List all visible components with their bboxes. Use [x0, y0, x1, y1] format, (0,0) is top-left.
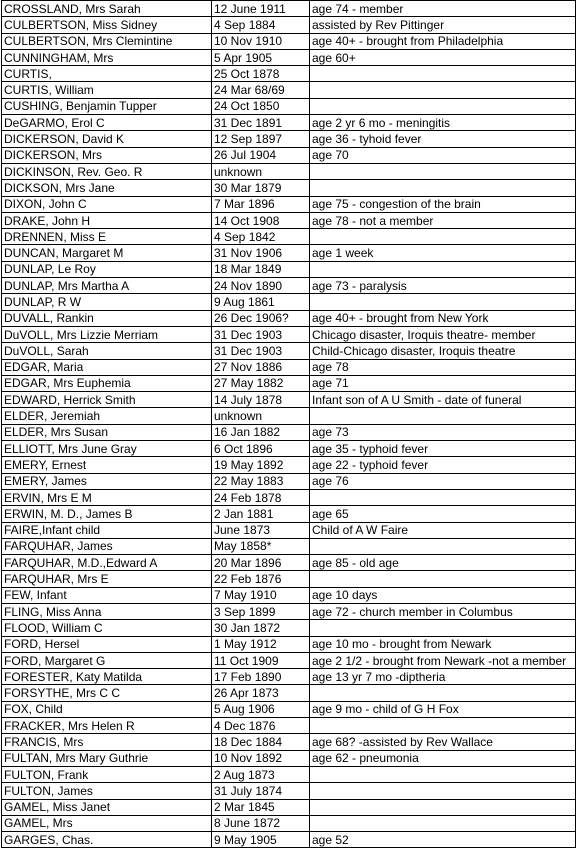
notes-cell: Chicago disaster, Iroquis theatre- member [310, 326, 576, 342]
name-cell: FOX, Child [2, 701, 212, 717]
notes-cell: age 2 1/2 - brought from Newark -not a member [310, 652, 576, 668]
date-cell: 14 July 1878 [212, 392, 310, 408]
notes-cell: age 35 - typhoid fever [310, 441, 576, 457]
notes-cell [310, 815, 576, 831]
date-cell: 12 June 1911 [212, 1, 310, 17]
table-row [2, 750, 576, 766]
notes-cell: age 71 [310, 375, 576, 391]
table-row [2, 66, 576, 82]
name-cell: EDGAR, Maria [2, 359, 212, 375]
table-row [2, 326, 576, 342]
table-row [2, 832, 576, 848]
date-cell: 24 Mar 68/69 [212, 82, 310, 98]
name-cell: EDWARD, Herrick Smith [2, 392, 212, 408]
date-cell: May 1858* [212, 538, 310, 554]
name-cell: FORD, Hersel [2, 636, 212, 652]
notes-cell: age 1 week [310, 245, 576, 261]
table-row [2, 783, 576, 799]
table-row [2, 82, 576, 98]
table-row [2, 441, 576, 457]
notes-cell: age 65 [310, 506, 576, 522]
notes-cell [310, 685, 576, 701]
date-cell: 2 Mar 1845 [212, 799, 310, 815]
table-row [2, 734, 576, 750]
notes-cell: Child-Chicago disaster, Iroquis theatre [310, 343, 576, 359]
name-cell: CUSHING, Benjamin Tupper [2, 98, 212, 114]
notes-cell: age 75 - congestion of the brain [310, 196, 576, 212]
notes-cell: Child of A W Faire [310, 522, 576, 538]
notes-cell: age 10 mo - brought from Newark [310, 636, 576, 652]
notes-cell: age 70 [310, 147, 576, 163]
name-cell: FEW, Infant [2, 587, 212, 603]
table-row [2, 815, 576, 831]
table-row [2, 131, 576, 147]
name-cell: FRANCIS, Mrs [2, 734, 212, 750]
date-cell: 26 Dec 1906? [212, 310, 310, 326]
name-cell: FARQUHAR, Mrs E [2, 571, 212, 587]
date-cell: 24 Oct 1850 [212, 98, 310, 114]
date-cell: 31 Dec 1903 [212, 326, 310, 342]
date-cell: 31 Dec 1891 [212, 115, 310, 131]
name-cell: CURTIS, William [2, 82, 212, 98]
table-row [2, 799, 576, 815]
name-cell: FRACKER, Mrs Helen R [2, 718, 212, 734]
table-row [2, 587, 576, 603]
name-cell: DuVOLL, Mrs Lizzie Merriam [2, 326, 212, 342]
notes-cell [310, 180, 576, 196]
date-cell: 2 Jan 1881 [212, 506, 310, 522]
date-cell: 31 July 1874 [212, 783, 310, 799]
name-cell: DUVALL, Rankin [2, 310, 212, 326]
notes-cell: age 40+ - brought from New York [310, 310, 576, 326]
name-cell: FORD, Margaret G [2, 652, 212, 668]
notes-cell [310, 229, 576, 245]
name-cell: GARGES, Chas. [2, 832, 212, 848]
name-cell: EMERY, James [2, 473, 212, 489]
date-cell: 24 Feb 1878 [212, 489, 310, 505]
table-row [2, 33, 576, 49]
table-row [2, 278, 576, 294]
date-cell: 24 Nov 1890 [212, 278, 310, 294]
table-row [2, 375, 576, 391]
name-cell: DICKERSON, Mrs [2, 147, 212, 163]
table-row [2, 115, 576, 131]
notes-cell: age 22 - typhoid fever [310, 457, 576, 473]
table-row [2, 359, 576, 375]
notes-cell [310, 82, 576, 98]
date-cell: 5 Apr 1905 [212, 49, 310, 65]
table-row [2, 701, 576, 717]
name-cell: FULTAN, Mrs Mary Guthrie [2, 750, 212, 766]
date-cell: 20 Mar 1896 [212, 555, 310, 571]
date-cell: 6 Oct 1896 [212, 441, 310, 457]
notes-cell [310, 489, 576, 505]
notes-cell [310, 408, 576, 424]
name-cell: CUNNINGHAM, Mrs [2, 49, 212, 65]
date-cell: 27 May 1882 [212, 375, 310, 391]
name-cell: EDGAR, Mrs Euphemia [2, 375, 212, 391]
table-row [2, 294, 576, 310]
name-cell: ELLIOTT, Mrs June Gray [2, 441, 212, 457]
table-row [2, 571, 576, 587]
name-cell: FORSYTHE, Mrs C C [2, 685, 212, 701]
name-cell: DIXON, John C [2, 196, 212, 212]
name-cell: FARQUHAR, M.D.,Edward A [2, 555, 212, 571]
notes-cell: age 40+ - brought from Philadelphia [310, 33, 576, 49]
table-row [2, 522, 576, 538]
name-cell: ERVIN, Mrs E M [2, 489, 212, 505]
table-row [2, 603, 576, 619]
date-cell: 19 May 1892 [212, 457, 310, 473]
notes-cell: age 76 [310, 473, 576, 489]
name-cell: DuVOLL, Sarah [2, 343, 212, 359]
table-row [2, 506, 576, 522]
table-row [2, 1, 576, 17]
name-cell: CULBERTSON, Miss Sidney [2, 17, 212, 33]
date-cell: 31 Dec 1903 [212, 343, 310, 359]
notes-cell: assisted by Rev Pittinger [310, 17, 576, 33]
name-cell: DICKINSON, Rev. Geo. R [2, 163, 212, 179]
date-cell: June 1873 [212, 522, 310, 538]
name-cell: DRENNEN, Miss E [2, 229, 212, 245]
notes-cell: age 78 - not a member [310, 212, 576, 228]
table-row [2, 538, 576, 554]
table-row [2, 555, 576, 571]
notes-cell: age 10 days [310, 587, 576, 603]
notes-cell [310, 261, 576, 277]
date-cell: 17 Feb 1890 [212, 669, 310, 685]
date-cell: 18 Mar 1849 [212, 261, 310, 277]
table-row [2, 620, 576, 636]
name-cell: FULTON, James [2, 783, 212, 799]
notes-cell: age 85 - old age [310, 555, 576, 571]
date-cell: 22 May 1883 [212, 473, 310, 489]
name-cell: CURTIS, [2, 66, 212, 82]
notes-cell: age 78 [310, 359, 576, 375]
name-cell: GAMEL, Mrs [2, 815, 212, 831]
table-row [2, 489, 576, 505]
table-row [2, 473, 576, 489]
date-cell: 9 Aug 1861 [212, 294, 310, 310]
date-cell: unknown [212, 163, 310, 179]
notes-cell [310, 766, 576, 782]
table-row [2, 424, 576, 440]
name-cell: DeGARMO, Erol C [2, 115, 212, 131]
notes-cell [310, 538, 576, 554]
notes-cell: age 60+ [310, 49, 576, 65]
date-cell: 16 Jan 1882 [212, 424, 310, 440]
table-row [2, 17, 576, 33]
name-cell: ERWIN, M. D., James B [2, 506, 212, 522]
table-row [2, 652, 576, 668]
notes-cell: age 36 - tyhoid fever [310, 131, 576, 147]
date-cell: 4 Sep 1884 [212, 17, 310, 33]
table-row [2, 196, 576, 212]
name-cell: DUNLAP, R W [2, 294, 212, 310]
table-row [2, 392, 576, 408]
notes-cell: age 2 yr 6 mo - meningitis [310, 115, 576, 131]
date-cell: 2 Aug 1873 [212, 766, 310, 782]
name-cell: DUNLAP, Mrs Martha A [2, 278, 212, 294]
date-cell: 4 Dec 1876 [212, 718, 310, 734]
date-cell: 31 Nov 1906 [212, 245, 310, 261]
date-cell: 12 Sep 1897 [212, 131, 310, 147]
table-row [2, 343, 576, 359]
date-cell: unknown [212, 408, 310, 424]
table-row [2, 147, 576, 163]
notes-cell: age 13 yr 7 mo -diptheria [310, 669, 576, 685]
notes-cell [310, 66, 576, 82]
name-cell: FULTON, Frank [2, 766, 212, 782]
table-row [2, 669, 576, 685]
table-row [2, 408, 576, 424]
date-cell: 30 Jan 1872 [212, 620, 310, 636]
name-cell: ELDER, Jeremiah [2, 408, 212, 424]
notes-cell: age 73 [310, 424, 576, 440]
name-cell: FARQUHAR, James [2, 538, 212, 554]
table-row [2, 245, 576, 261]
table-row [2, 685, 576, 701]
name-cell: DUNCAN, Margaret M [2, 245, 212, 261]
notes-cell [310, 571, 576, 587]
date-cell: 18 Dec 1884 [212, 734, 310, 750]
notes-cell: age 68? -assisted by Rev Wallace [310, 734, 576, 750]
notes-cell: age 72 - church member in Columbus [310, 603, 576, 619]
date-cell: 11 Oct 1909 [212, 652, 310, 668]
date-cell: 27 Nov 1886 [212, 359, 310, 375]
name-cell: FLING, Miss Anna [2, 603, 212, 619]
date-cell: 5 Aug 1906 [212, 701, 310, 717]
name-cell: FAIRE,Infant child [2, 522, 212, 538]
notes-cell [310, 163, 576, 179]
table-row [2, 766, 576, 782]
date-cell: 22 Feb 1876 [212, 571, 310, 587]
table-row [2, 229, 576, 245]
date-cell: 26 Apr 1873 [212, 685, 310, 701]
name-cell: GAMEL, Miss Janet [2, 799, 212, 815]
notes-cell [310, 799, 576, 815]
table-row [2, 98, 576, 114]
name-cell: CULBERTSON, Mrs Clemintine [2, 33, 212, 49]
notes-cell: age 9 mo - child of G H Fox [310, 701, 576, 717]
name-cell: DUNLAP, Le Roy [2, 261, 212, 277]
notes-cell [310, 783, 576, 799]
notes-cell: age 74 - member [310, 1, 576, 17]
date-cell: 10 Nov 1892 [212, 750, 310, 766]
name-cell: ELDER, Mrs Susan [2, 424, 212, 440]
date-cell: 10 Nov 1910 [212, 33, 310, 49]
notes-cell: age 62 - pneumonia [310, 750, 576, 766]
name-cell: CROSSLAND, Mrs Sarah [2, 1, 212, 17]
date-cell: 14 Oct 1908 [212, 212, 310, 228]
name-cell: DICKSON, Mrs Jane [2, 180, 212, 196]
name-cell: DICKERSON, David K [2, 131, 212, 147]
date-cell: 25 Oct 1878 [212, 66, 310, 82]
table-row [2, 49, 576, 65]
table-row [2, 718, 576, 734]
table-row [2, 310, 576, 326]
notes-cell: age 52 [310, 832, 576, 848]
table-row [2, 636, 576, 652]
name-cell: FORESTER, Katy Matilda [2, 669, 212, 685]
name-cell: FLOOD, William C [2, 620, 212, 636]
date-cell: 1 May 1912 [212, 636, 310, 652]
name-cell: DRAKE, John H [2, 212, 212, 228]
notes-cell: age 73 - paralysis [310, 278, 576, 294]
date-cell: 3 Sep 1899 [212, 603, 310, 619]
date-cell: 26 Jul 1904 [212, 147, 310, 163]
date-cell: 9 May 1905 [212, 832, 310, 848]
burial-records-table [1, 0, 576, 848]
burial-records-body [2, 1, 576, 848]
table-row [2, 163, 576, 179]
table-row [2, 180, 576, 196]
notes-cell [310, 718, 576, 734]
date-cell: 4 Sep 1842 [212, 229, 310, 245]
table-row [2, 212, 576, 228]
name-cell: EMERY, Ernest [2, 457, 212, 473]
notes-cell: Infant son of A U Smith - date of funeral [310, 392, 576, 408]
table-row [2, 261, 576, 277]
table-row [2, 457, 576, 473]
date-cell: 8 June 1872 [212, 815, 310, 831]
notes-cell [310, 620, 576, 636]
notes-cell [310, 98, 576, 114]
notes-cell [310, 294, 576, 310]
date-cell: 30 Mar 1879 [212, 180, 310, 196]
date-cell: 7 Mar 1896 [212, 196, 310, 212]
date-cell: 7 May 1910 [212, 587, 310, 603]
